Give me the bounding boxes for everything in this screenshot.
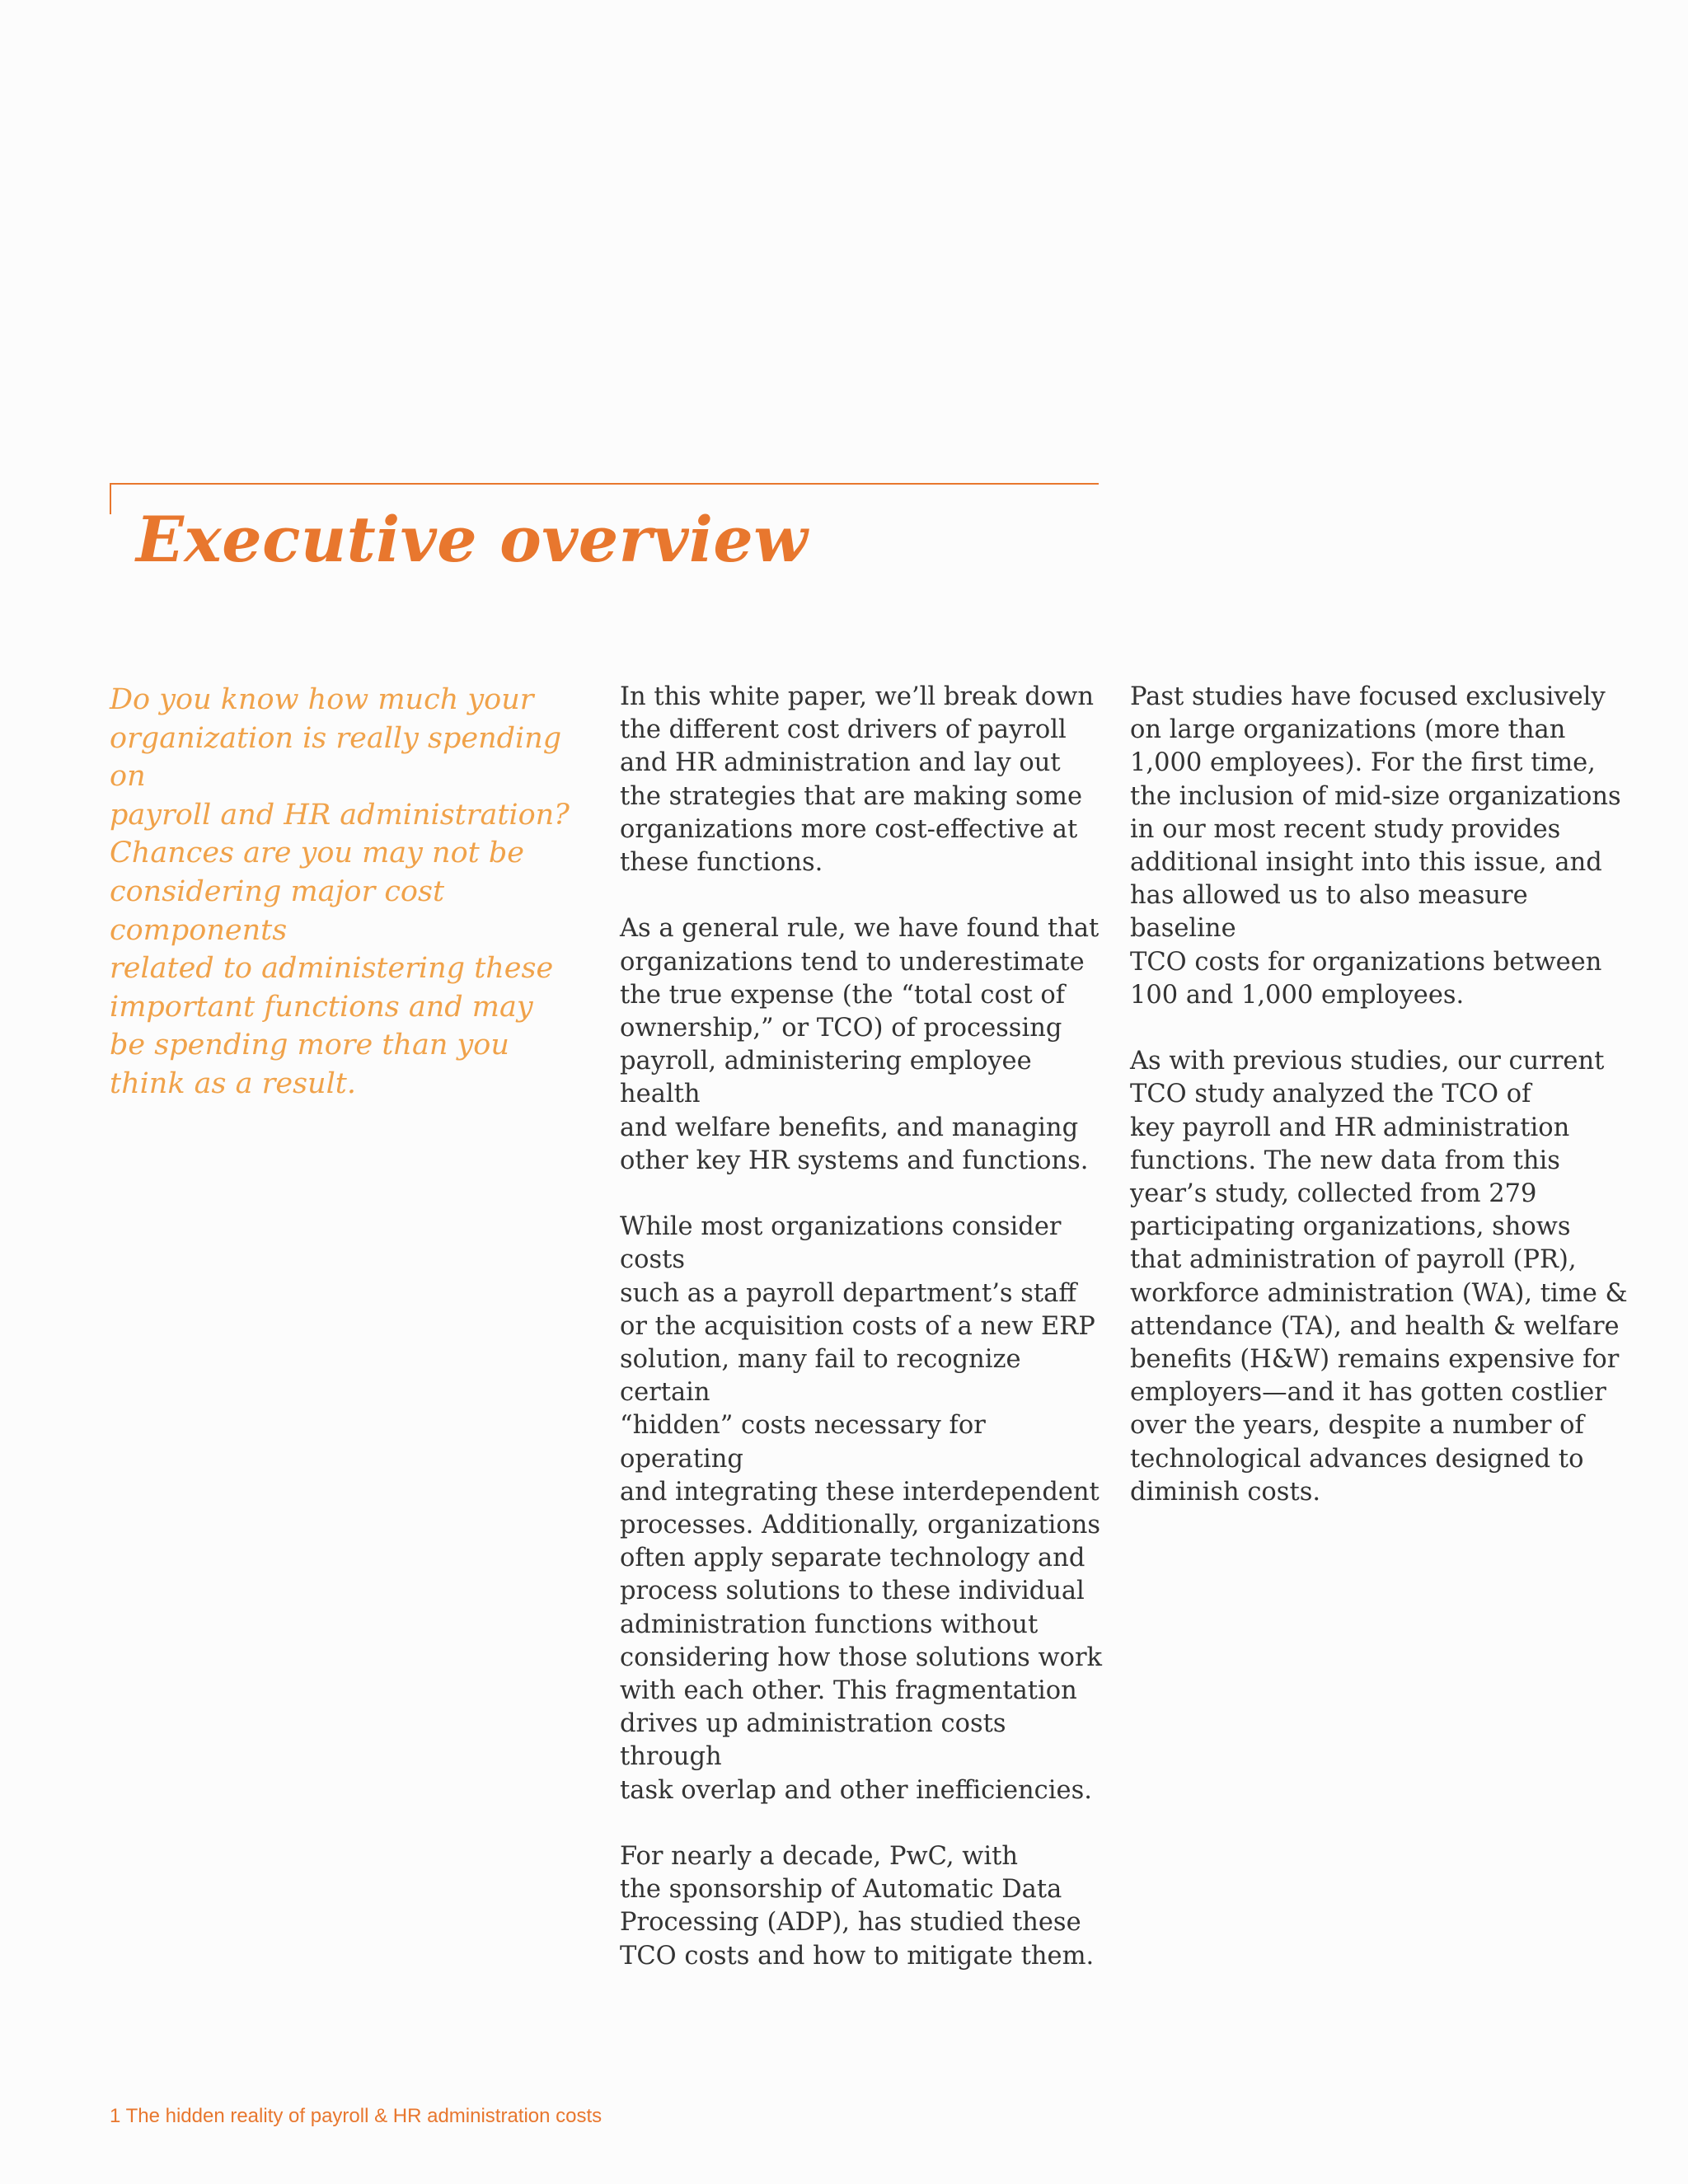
body-paragraph: While most organizations consider costs such as a payroll department’s staff or the acquisition costs of a new ERP solution, many fail to recognize certain “hidden” costs necessary for operating and integrating these interdependent processes. Additionally, organizations often apply separate technology and process solutions to these individual administration functions without considering how those solutions work with each other. This fragmentation drives up administration costs through task overlap and other inefficiencies. bbox=[620, 1212, 1103, 1805]
page-footer: 1 The hidden reality of payroll & HR administration costs bbox=[110, 2105, 603, 2127]
body-paragraph: Past studies have focused exclusively on large organizations (more than 1,000 employees). For the first time, the inclusion of mid-size organizations in our most recent study provides additional insight into this issue, and has allowed us to also measure baseline TCO costs for organizations between 100 and 1,000 employees. bbox=[1130, 682, 1621, 1010]
page-title: Executive overview bbox=[136, 503, 809, 576]
body-paragraph: As a general rule, we have found that organizations tend to underestimate the true expense (the “total cost of ownership,” or TCO) of processing payroll, administering employee health and welfare benefits, and managing other key HR systems and functions. bbox=[620, 914, 1100, 1175]
intro-pull-quote: Do you know how much your organization is really spending on payroll and HR administration? Chances are you may not be considering major cost components related to administering these important functions and may be spending more than you think as a result. bbox=[110, 683, 570, 1100]
body-column-right bbox=[1130, 681, 1641, 1542]
body-column-middle bbox=[620, 681, 1114, 2006]
header-rule-corner bbox=[110, 483, 111, 514]
header-rule bbox=[110, 483, 1099, 485]
body-paragraph: As with previous studies, our current TCO study analyzed the TCO of key payroll and HR administration functions. The new data from this year’s study, collected from 279 participating organizations, shows that administration of payroll (PR), workforce administration (WA), time & attendance (TA), and health & welfare benefits (H&W) remains expensive for employers—and it has gotten costlier over the years, despite a number of technological advances designed to diminish costs. bbox=[1130, 1047, 1628, 1507]
body-paragraph: In this white paper, we’ll break down the different cost drivers of payroll and HR administration and lay out the strategies that are making some organizations more cost-effective at these functions. bbox=[620, 682, 1095, 878]
body-paragraph: For nearly a decade, PwC, with the sponsorship of Automatic Data Processing (ADP), has studied these TCO costs and how to mitigate them. bbox=[620, 1842, 1095, 1971]
